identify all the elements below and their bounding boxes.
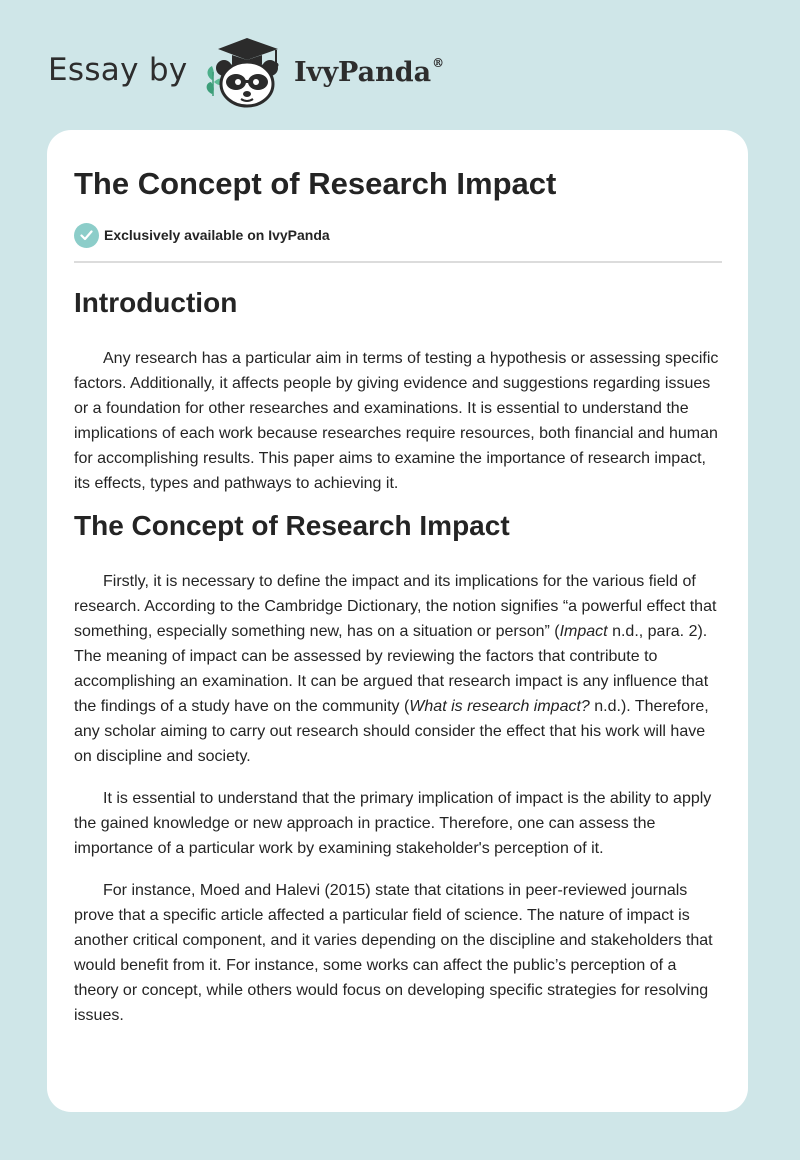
registered-mark: ® [432,56,445,70]
exclusive-badge-text: Exclusively available on IvyPanda [104,227,330,243]
exclusive-badge [74,222,330,248]
section-heading-introduction: Introduction [74,287,238,318]
citation-impact: Impact [559,623,608,640]
concept-paragraph-1 [74,569,722,769]
brand-text: IvyPanda [294,57,432,88]
section-heading-concept: The Concept of Research Impact [74,510,510,541]
concept-paragraph-3: For instance, Moed and Halevi (2015) state that citations in peer-reviewed journals prove that a specific article affected a particular field of science. The nature of impact is another critical component, and it varies depending on the discipline and stakeholders that would benefit from it. For instance, some works can affect the public’s perception of a theory or concept, while others would focus on developing specific strategies for resolving issues. [74,882,713,1024]
divider [74,261,722,263]
intro-paragraph: Any research has a particular aim in terms of testing a hypothesis or assessing specific factors. Additionally, it affects people by giving evidence and suggestions regarding issues or a foundation for other researches and examinations. It is essential to understand the implications of each work because researches require resources, both financial and human for accomplishing results. This paper aims to examine the importance of research impact, its effects, types and pathways to achieving it. [74,350,719,492]
concept-p1-text-a: Firstly, it is necessary to define the impact and its implications for the various field of research. According to the Cambridge Dictionary, the notion signifies “a powerful effect that something, especially something new, has on a situation or person” ( [74,573,717,640]
brand-name[interactable] [294,56,444,88]
check-circle-icon [74,223,99,248]
page-title: The Concept of Research Impact [74,166,557,201]
essay-body [74,282,722,1028]
essay-card [47,130,748,1112]
essay-by-label: Essay by [48,52,188,88]
panda-logo-icon[interactable] [202,36,292,108]
concept-p1-text-b: n.d., para. 2). The meaning of impact can be assessed by reviewing the factors that contribute to accomplishing an examination. It can be argued that research impact is any influence that the findings of a study have on the community ( [74,623,709,715]
concept-paragraph-2: It is essential to understand that the primary implication of impact is the ability to apply the gained knowledge or new approach in practice. Therefore, one can assess the importance of a particular work by examining stakeholder's perception of it. [74,790,712,857]
site-header [48,36,508,108]
citation-what-is-research-impact: What is research impact? [409,698,590,715]
concept-p1-text-c: n.d.). Therefore, any scholar aiming to carry out research should consider the effect that his work will have on discipline and society. [74,698,709,765]
